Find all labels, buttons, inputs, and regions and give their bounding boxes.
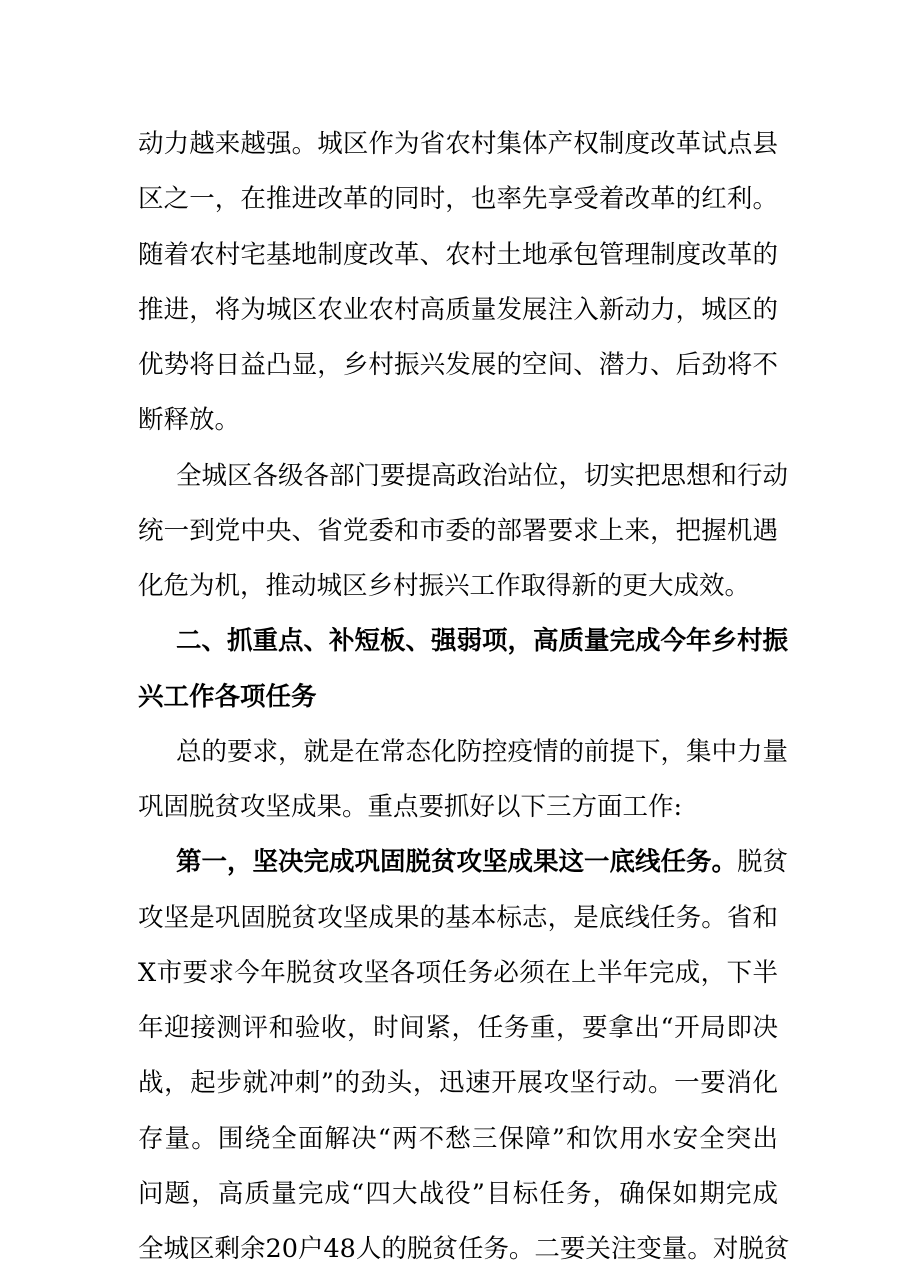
paragraph-1-line-4: 推进，将为城区农业农村高质量发展注入新动力，城区的: [138, 294, 778, 325]
paragraph-4-line-1-rest: 脱贫: [737, 847, 789, 878]
paragraph-1-line-6: 断释放。: [138, 405, 241, 436]
paragraph-4-line-6: 存量。围绕全面解决“两不愁三保障”和饮用水安全突出: [138, 1123, 778, 1154]
paragraph-4-line-7: 问题，高质量完成“四大战役”目标任务，确保如期完成: [138, 1178, 778, 1209]
paragraph-1-line-2: 区之一，在推进改革的同时，也率先享受着改革的红利。: [138, 184, 778, 215]
paragraph-1-line-3: 随着农村宅基地制度改革、农村土地承包管理制度改革的: [138, 239, 778, 270]
section-heading-line-1: 二、抓重点、补短板、强弱项，高质量完成今年乡村振: [176, 626, 789, 657]
paragraph-4-line-8: 全城区剩余20户48人的脱贫任务。二要关注变量。对脱贫: [138, 1234, 790, 1264]
paragraph-4-line-1: [176, 845, 789, 879]
paragraph-4-line-4: 年迎接测评和验收，时间紧，任务重，要拿出“开局即决: [138, 1013, 778, 1043]
paragraph-1-line-1: 动力越来越强。城区作为省农村集体产权制度改革试点县: [138, 129, 778, 159]
section-heading-line-2: 兴工作各项任务: [138, 681, 317, 712]
paragraph-4-line-3: X市要求今年脱贫攻坚各项任务必须在上半年完成，下半: [138, 957, 778, 988]
paragraph-4-line-5: 战，起步就冲刺”的劲头，迅速开展攻坚行动。一要消化: [138, 1068, 778, 1099]
paragraph-4-line-2: 攻坚是巩固脱贫攻坚成果的基本标志，是底线任务。省和: [138, 902, 778, 933]
paragraph-2-line-1: 全城区各级各部门要提高政治站位，切实把思想和行动: [176, 460, 789, 491]
paragraph-2-line-3: 化危为机，推动城区乡村振兴工作取得新的更大成效。: [138, 571, 751, 601]
paragraph-3-line-1: 总的要求，就是在常态化防控疫情的前提下，集中力量: [176, 736, 789, 767]
paragraph-4-lead-bold: 第一，坚决完成巩固脱贫攻坚成果这一底线任务。: [176, 847, 738, 878]
paragraph-2-line-2: 统一到党中央、省党委和市委的部署要求上来，把握机遇: [138, 515, 778, 546]
paragraph-1-line-5: 优势将日益凸显，乡村振兴发展的空间、潜力、后劲将不: [138, 350, 778, 380]
paragraph-3-line-2: 巩固脱贫攻坚成果。重点要抓好以下三方面工作:: [138, 792, 683, 822]
